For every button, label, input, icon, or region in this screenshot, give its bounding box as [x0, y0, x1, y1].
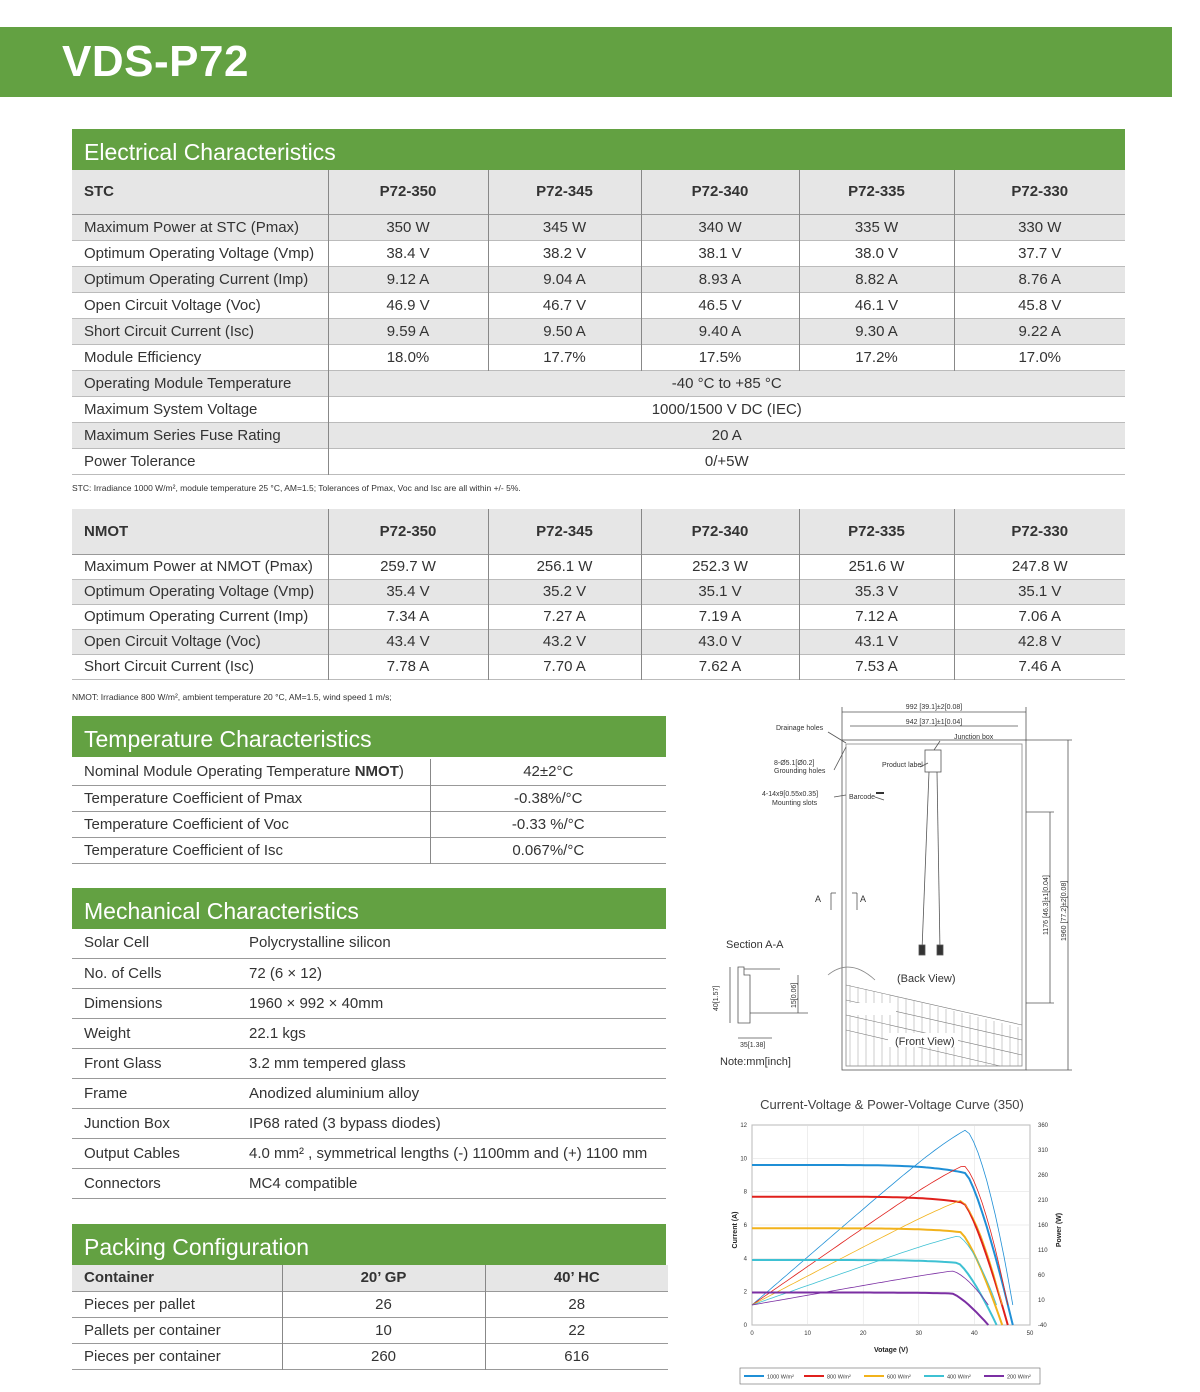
cell-value: MC4 compatible [249, 1174, 358, 1192]
row-label: Solar Cell [84, 934, 150, 952]
table-row [72, 318, 1125, 344]
cell-value: 17.2% [799, 344, 954, 370]
cell-value: 45.8 V [954, 292, 1125, 318]
header-bar [0, 27, 1172, 97]
cell-value: Anodized aluminium alloy [249, 1084, 420, 1102]
row-label [72, 837, 430, 863]
table-row [72, 759, 666, 785]
cell-value: 38.4 V [328, 240, 488, 266]
table-row [72, 448, 1125, 474]
cell-value: 7.27 A [488, 604, 641, 629]
y2-tick-label: 110 [1038, 1248, 1048, 1254]
section-marker-right: A [860, 894, 867, 904]
cell-value: 46.1 V [799, 292, 954, 318]
model-header: P72-350 [328, 509, 488, 554]
cell-value: 9.50 A [488, 318, 641, 344]
cell-value: 7.46 A [954, 654, 1125, 679]
cell-value: 7.19 A [641, 604, 799, 629]
cell-value: 18.0% [328, 344, 488, 370]
cell-value: 38.1 V [641, 240, 799, 266]
cell-value: 1000/1500 V DC (IEC) [328, 396, 1125, 422]
row-label: Pallets per container [84, 1321, 221, 1339]
nmot-header-label: NMOT [84, 522, 129, 540]
y-tick-label: 2 [743, 1289, 747, 1296]
y2-tick-label: 360 [1038, 1123, 1049, 1129]
cell-value: 8.82 A [799, 266, 954, 292]
table-row [72, 422, 1125, 448]
row-label: Weight [84, 1024, 131, 1042]
model-header: P72-345 [488, 170, 641, 214]
table-row [72, 811, 666, 837]
table-row [72, 292, 1125, 318]
drainage-label: Drainage holes [776, 725, 824, 732]
x-tick-label: 0 [750, 1331, 754, 1337]
mechanical-heading: Mechanical Characteristics [72, 888, 666, 929]
cell-value: 35.1 V [641, 579, 799, 604]
legend-label: 400 W/m² [947, 1374, 971, 1381]
table-row [72, 214, 1125, 240]
cell-value: 330 W [954, 214, 1125, 240]
dim-1176-label: 1176 [46.3]±1[0.04] [1043, 875, 1050, 935]
table-row [72, 1078, 666, 1108]
cell-value: 17.0% [954, 344, 1125, 370]
table-row [72, 604, 1125, 629]
y-axis-label: Current (A) [732, 1211, 739, 1249]
back-view-label: (Back View) [897, 973, 956, 985]
cell-value: 7.78 A [328, 654, 488, 679]
cell-value: -0.33 %/°C [430, 811, 666, 837]
cell-value: 35.2 V [488, 579, 641, 604]
y2-tick-label: 210 [1038, 1198, 1049, 1204]
cell-value: 0.067%/°C [430, 837, 666, 863]
cell-value: 3.2 mm tempered glass [249, 1054, 406, 1072]
table-row [72, 1018, 666, 1048]
nmot-note: NMOT: Irradiance 800 W/m², ambient temperature 20 °C, AM=1.5, wind speed 1 m/s; [72, 692, 392, 702]
x-tick-label: 30 [915, 1331, 923, 1337]
row-label: Maximum System Voltage [84, 400, 258, 418]
row-label: Maximum Power at STC (Pmax) [84, 218, 300, 236]
y2-axis-label: Power (W) [1056, 1212, 1063, 1248]
cell-value: 17.7% [488, 344, 641, 370]
row-label: Junction Box [84, 1114, 170, 1132]
cell-value: 0/+5W [328, 448, 1125, 474]
front-view-label: (Front View) [895, 1036, 955, 1048]
pv-curve-3 [752, 1237, 997, 1306]
units-note: Note:mm[inch] [720, 1056, 791, 1068]
x-tick-label: 20 [859, 1331, 867, 1337]
y-tick-label: 10 [740, 1156, 747, 1163]
cell-value: 1960 × 992 × 40mm [249, 994, 384, 1012]
table-row [72, 554, 1125, 579]
legend-label: 200 W/m² [1007, 1374, 1031, 1381]
table-row [72, 1317, 668, 1343]
grounding-label: Grounding holes [774, 768, 826, 775]
legend-label: 600 W/m² [887, 1374, 911, 1381]
row-label: Output Cables [84, 1144, 180, 1162]
y2-tick-label: 160 [1038, 1223, 1049, 1229]
table-row [72, 1265, 668, 1291]
electrical-heading: Electrical Characteristics [72, 129, 1125, 170]
cell-value: 7.62 A [641, 654, 799, 679]
cell-value: 35.1 V [954, 579, 1125, 604]
packing-column-header: Container [84, 1269, 155, 1287]
table-row [72, 1108, 666, 1138]
y-tick-label: 6 [743, 1223, 747, 1229]
y-tick-label: 4 [743, 1256, 747, 1263]
cell-value: 9.59 A [328, 318, 488, 344]
cell-value: 9.04 A [488, 266, 641, 292]
model-header: P72-350 [328, 170, 488, 214]
cell-value: IP68 rated (3 bypass diodes) [249, 1114, 441, 1132]
row-label: Pieces per pallet [84, 1295, 195, 1313]
row-label-bold: NMOT [354, 763, 399, 781]
y2-tick-label: 10 [1038, 1298, 1045, 1304]
drawing-svg [700, 695, 1090, 1075]
cell-value: 345 W [488, 214, 641, 240]
cell-value: 46.5 V [641, 292, 799, 318]
table-row [72, 629, 1125, 654]
cell-value: 46.9 V [328, 292, 488, 318]
y2-tick-label: -40 [1038, 1323, 1047, 1329]
cell-value: Polycrystalline silicon [249, 934, 391, 952]
row-label: Dimensions [84, 994, 163, 1012]
cell-value: 35.3 V [799, 579, 954, 604]
junction-label: Junction box [954, 734, 994, 741]
cell-value: 259.7 W [328, 554, 488, 579]
table-row [72, 988, 666, 1018]
cell-value: 72 (6 × 12) [249, 964, 322, 982]
cell-value: 28 [485, 1291, 668, 1317]
mounting-dim-label: 4-14x9[0.55x0.35] [762, 791, 819, 798]
row-label [72, 785, 430, 811]
table-row [72, 1138, 666, 1168]
electrical-stc-table [72, 170, 1125, 475]
pv-curve-2 [752, 1201, 1002, 1306]
row-label: No. of Cells [84, 964, 162, 982]
dim-40-label: 40[1.57] [713, 985, 720, 1011]
iv-curve-2 [752, 1228, 1002, 1325]
packing-heading: Packing Configuration [72, 1224, 666, 1265]
temperature-heading: Temperature Characteristics [72, 716, 666, 757]
model-header: P72-340 [641, 170, 799, 214]
front-view-cells [846, 985, 1022, 1066]
x-tick-label: 10 [804, 1331, 811, 1337]
iv-curve-4 [752, 1293, 988, 1326]
cell-value: 251.6 W [799, 554, 954, 579]
row-label: Module Efficiency [84, 348, 202, 366]
y2-tick-label: 60 [1038, 1273, 1045, 1279]
table-row [72, 170, 1125, 214]
row-label [72, 759, 430, 785]
dim-35-label: 35[1.38] [740, 1042, 766, 1049]
cell-value: 260 [282, 1343, 485, 1369]
legend-label: 800 W/m² [827, 1374, 851, 1381]
cell-value: 7.12 A [799, 604, 954, 629]
cell-value: 20 A [328, 422, 1125, 448]
section-marker-left: A [815, 894, 822, 904]
module-dimension-drawing [700, 695, 1090, 1075]
cell-value: 43.1 V [799, 629, 954, 654]
packing-column-header: 40’ HC [485, 1265, 668, 1291]
row-label: Open Circuit Voltage (Voc) [84, 296, 261, 314]
stc-header-label: STC [84, 183, 114, 201]
row-label: Optimum Operating Voltage (Vmp) [84, 244, 315, 262]
temperature-table [72, 759, 666, 864]
table-row [72, 958, 666, 988]
cell-value: 350 W [328, 214, 488, 240]
row-label: Optimum Operating Voltage (Vmp) [84, 583, 315, 600]
y2-tick-label: 310 [1038, 1148, 1049, 1154]
stc-note: STC: Irradiance 1000 W/m², module temperature 25 °C, AM=1.5; Tolerances of Pmax, Voc and Isc are all within +/- 5%. [72, 483, 521, 493]
cell-value: 616 [485, 1343, 668, 1369]
table-row [72, 1291, 668, 1317]
table-row [72, 240, 1125, 266]
row-label-text: Temperature Coefficient of Pmax [84, 789, 303, 807]
table-row [72, 837, 666, 863]
row-label: Front Glass [84, 1054, 162, 1072]
model-header: P72-340 [641, 509, 799, 554]
table-row [72, 370, 1125, 396]
x-axis-label: Votage (V) [873, 1347, 909, 1354]
y-tick-label: 12 [740, 1123, 747, 1129]
product-label-text: Product label [882, 762, 923, 769]
y2-tick-label: 260 [1038, 1173, 1049, 1179]
y-tick-label: 8 [743, 1189, 747, 1196]
cell-value: 43.0 V [641, 629, 799, 654]
iv-curve-0 [752, 1165, 1013, 1325]
electrical-nmot-table [72, 509, 1125, 680]
cell-value: 43.2 V [488, 629, 641, 654]
table-row [72, 509, 1125, 554]
cell-value: 9.22 A [954, 318, 1125, 344]
dim-942-label: 942 [37.1]±1[0.04] [905, 719, 963, 726]
model-header: P72-330 [954, 170, 1125, 214]
cell-value: 7.53 A [799, 654, 954, 679]
x-tick-label: 40 [971, 1331, 978, 1337]
row-label: Open Circuit Voltage (Voc) [84, 633, 261, 650]
table-row [72, 1343, 668, 1369]
cell-value: 46.7 V [488, 292, 641, 318]
row-label: Maximum Series Fuse Rating [84, 426, 281, 444]
model-header: P72-335 [799, 509, 954, 554]
model-header: P72-345 [488, 509, 641, 554]
table-row [72, 396, 1125, 422]
pv-curve-4 [752, 1271, 988, 1305]
row-label: Maximum Power at NMOT (Pmax) [84, 558, 313, 575]
table-row [72, 928, 666, 958]
table-row [72, 1168, 666, 1198]
cell-value: 9.30 A [799, 318, 954, 344]
cell-value: 10 [282, 1317, 485, 1343]
cell-value: 42±2°C [430, 759, 666, 785]
row-label-suffix: ) [398, 763, 404, 781]
cell-value: 335 W [799, 214, 954, 240]
row-label-text: Temperature Coefficient of Isc [84, 841, 283, 859]
cell-value: 38.2 V [488, 240, 641, 266]
cell-value: 4.0 mm² , symmetrical lengths (-) 1100mm and (+) 1100 mm [249, 1144, 648, 1162]
packing-column-header: 20’ GP [282, 1265, 485, 1291]
cell-value: 256.1 W [488, 554, 641, 579]
cell-value: 26 [282, 1291, 485, 1317]
dim-15-label: 15[0.06] [791, 982, 798, 1008]
row-label: Optimum Operating Current (Imp) [84, 270, 309, 288]
cell-value: 247.8 W [954, 554, 1125, 579]
cell-value: 22 [485, 1317, 668, 1343]
row-label: Frame [84, 1084, 128, 1102]
table-row [72, 266, 1125, 292]
cell-value: 17.5% [641, 344, 799, 370]
cell-value: -0.38%/°C [430, 785, 666, 811]
cell-value: 252.3 W [641, 554, 799, 579]
table-row [72, 785, 666, 811]
table-row [72, 579, 1125, 604]
cell-value: -40 °C to +85 °C [328, 370, 1125, 396]
row-label: Short Circuit Current (Isc) [84, 658, 255, 675]
cell-value: 9.12 A [328, 266, 488, 292]
dim-992-label: 992 [39.1]±2[0.08] [905, 704, 963, 711]
cell-value: 43.4 V [328, 629, 488, 654]
cell-value: 9.40 A [641, 318, 799, 344]
table-row [72, 654, 1125, 679]
grounding-dim-label: 8-Ø5.1[Ø0.2] [774, 760, 815, 767]
section-title: Section A-A [726, 939, 784, 951]
table-row [72, 1048, 666, 1078]
iv-pv-chart [700, 1095, 1095, 1387]
cell-value: 7.34 A [328, 604, 488, 629]
cell-value: 35.4 V [328, 579, 488, 604]
x-tick-label: 50 [1026, 1331, 1034, 1337]
row-label-text: Temperature Coefficient of Voc [84, 815, 289, 833]
pv-curve-0 [752, 1130, 1013, 1305]
cell-value: 38.0 V [799, 240, 954, 266]
cell-value: 7.70 A [488, 654, 641, 679]
cell-value: 42.8 V [954, 629, 1125, 654]
cell-value: 22.1 kgs [249, 1024, 306, 1042]
legend-label: 1000 W/m² [767, 1374, 794, 1381]
model-header: P72-330 [954, 509, 1125, 554]
row-label [72, 811, 430, 837]
page-title: VDS-P72 [62, 37, 249, 86]
row-label: Operating Module Temperature [84, 374, 292, 392]
mounting-label: Mounting slots [772, 800, 818, 807]
cell-value: 37.7 V [954, 240, 1125, 266]
row-label-text: Nominal Module Operating Temperature [84, 763, 355, 781]
row-label: Optimum Operating Current (Imp) [84, 608, 309, 625]
barcode-label: Barcode [849, 794, 876, 801]
cell-value: 8.93 A [641, 266, 799, 292]
row-label: Pieces per container [84, 1347, 221, 1365]
cell-value: 7.06 A [954, 604, 1125, 629]
mechanical-table [72, 928, 666, 1199]
dim-1960-label: 1960 [77.2]±2[0.08] [1061, 880, 1068, 941]
row-label: Power Tolerance [84, 452, 196, 470]
frame-profile [738, 967, 750, 1023]
packing-table [72, 1265, 668, 1370]
row-label: Connectors [84, 1174, 161, 1192]
model-header: P72-335 [799, 170, 954, 214]
y-tick-label: 0 [743, 1323, 747, 1329]
chart-svg [700, 1095, 1095, 1387]
table-row [72, 344, 1125, 370]
junction-box [925, 750, 941, 772]
cell-value: 8.76 A [954, 266, 1125, 292]
pv-curve-1 [752, 1167, 1008, 1306]
cell-value: 340 W [641, 214, 799, 240]
chart-title: Current-Voltage & Power-Voltage Curve (350) [760, 1097, 1024, 1112]
row-label: Short Circuit Current (Isc) [84, 322, 255, 340]
